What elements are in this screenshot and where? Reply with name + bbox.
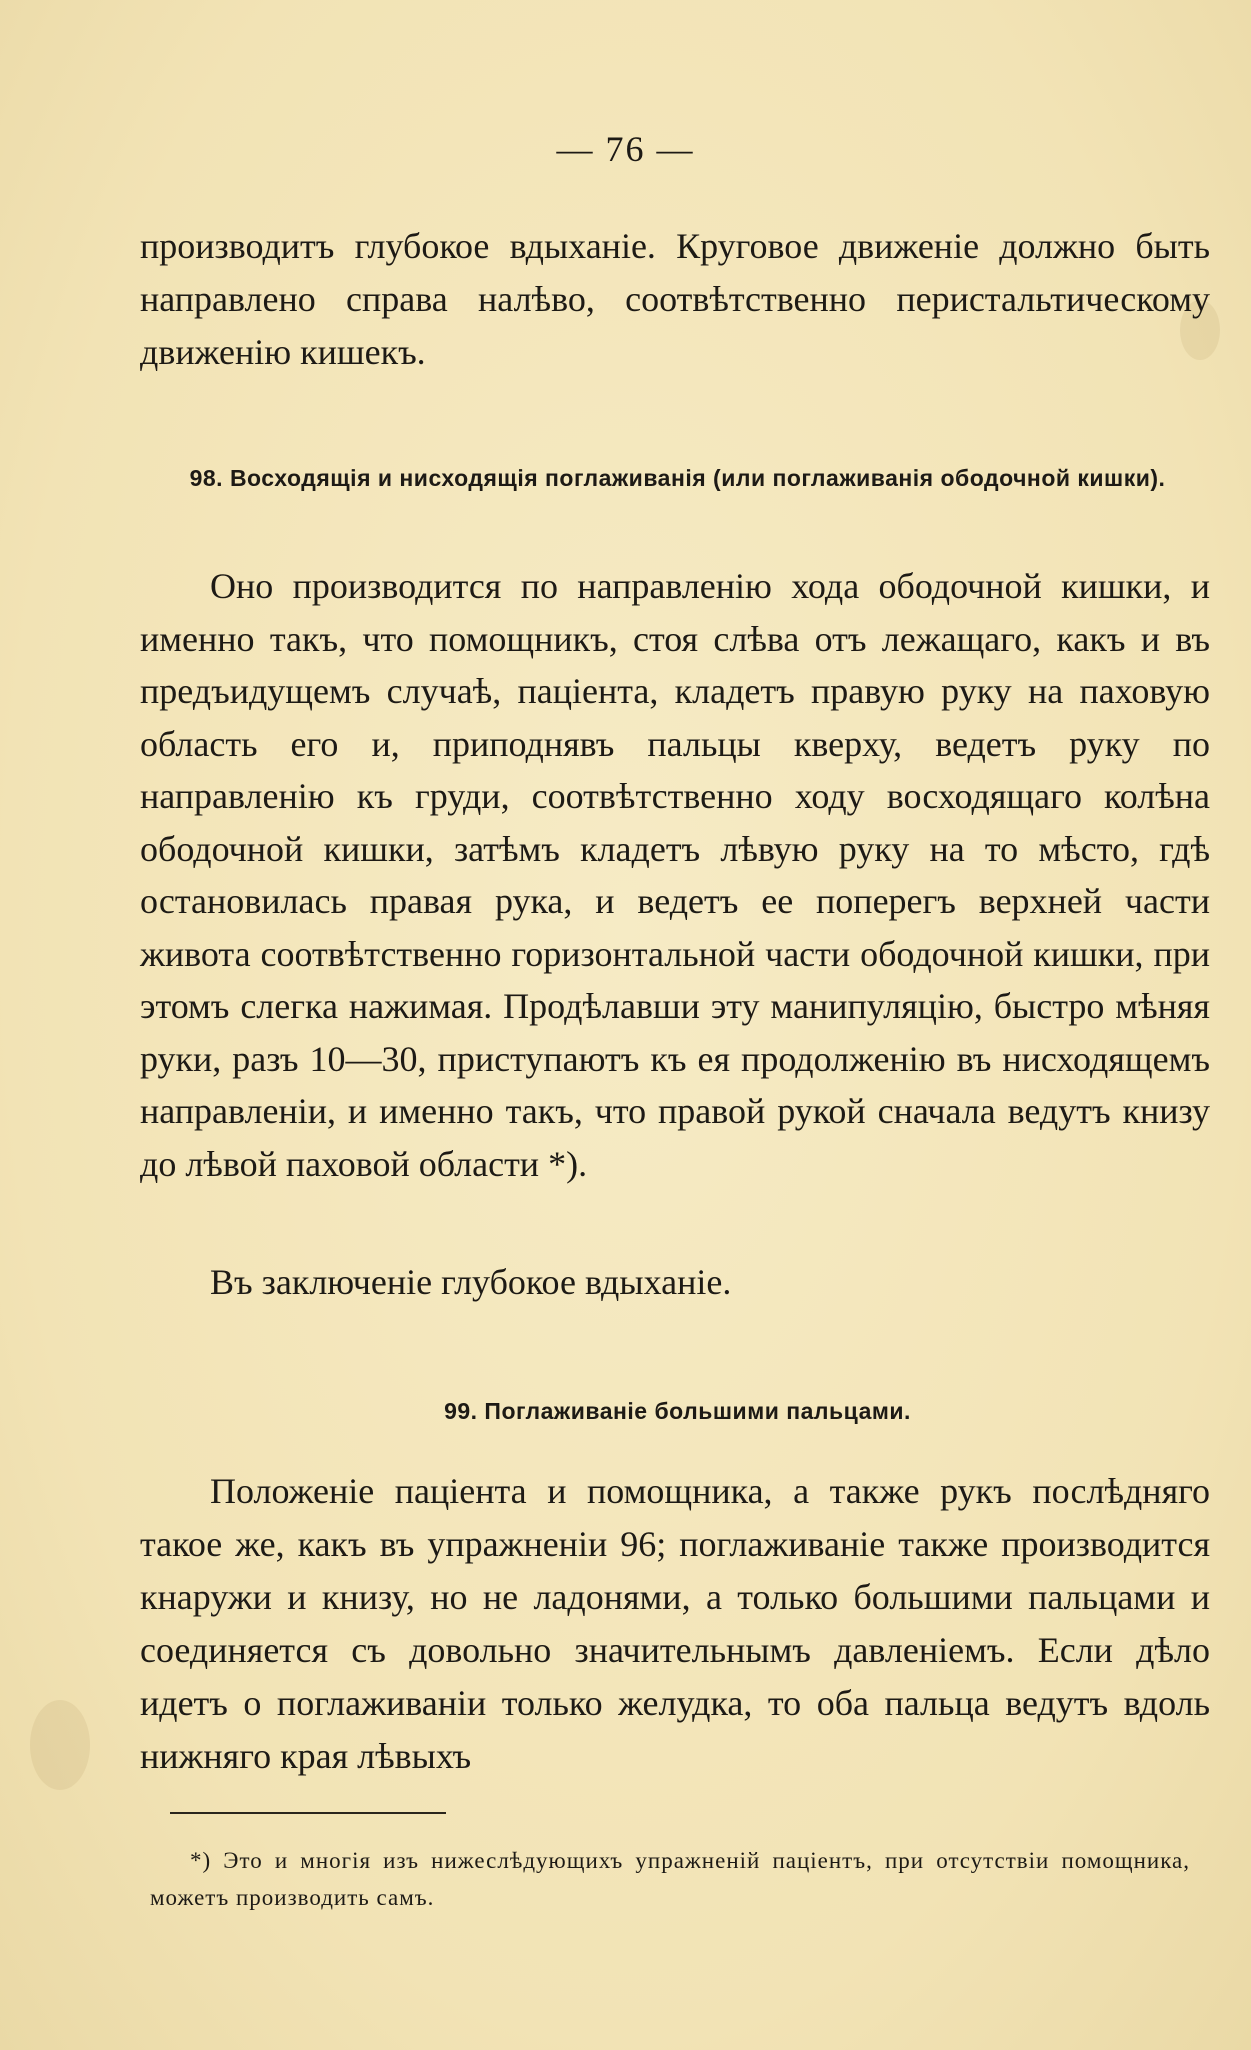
section-heading-99: 99. Поглаживаніе большими пальцами. (444, 1398, 911, 1424)
page-number: — 76 — (556, 129, 695, 169)
paragraph-section-99: Положеніе паціента и помощника, а также рукъ послѣдняго такое же, какъ въ упражненіи 96; поглаживаніе также производится кнаружи и книзу, но не ладонями, а только большими пальцами и соединяется съ довольно значительнымъ давленіемъ. Если дѣло идетъ о поглаживаніи только желудка, то оба пальца ведутъ вдоль нижняго края лѣвыхъ (140, 1471, 1210, 1776)
footnote-divider (170, 1812, 446, 1814)
footnote: *) Это и многія изъ нижеслѣдующихъ упражненій паціентъ, при отсутствіи помощника, можетъ производить самъ. (150, 1848, 1190, 1910)
paragraph-section-98: Оно производится по направленію хода ободочной кишки, и именно такъ, что помощникъ, стоя слѣва отъ лежащаго, какъ и въ предъидущемъ случаѣ, паціента, кладетъ правую руку на паховую область его и, приподнявъ пальцы кверху, ведетъ руку по направленію къ груди, соотвѣтственно ходу восходящаго колѣна ободочной кишки, затѣмъ кладетъ лѣвую руку на то мѣсто, гдѣ остановилась правая рука, и ведетъ ее поперегъ верхней части живота соотвѣтственно горизонтальной части ободочной кишки, при этомъ слегка нажимая. Продѣлавши эту манипуляцію, быстро мѣняя руки, разъ 10—30, приступаютъ къ ея продолженію въ нисходящемъ направленіи, и именно такъ, что правой рукой сначала ведутъ книзу до лѣвой паховой области *). (140, 566, 1210, 1184)
paragraph-section-98-conclusion: Въ заключеніе глубокое вдыханіе. (210, 1262, 732, 1302)
paper-stain (30, 1700, 90, 1790)
section-heading-98: 98. Восходящія и нисходящія поглаживанія (или поглаживанія ободочной кишки). (189, 465, 1166, 491)
paragraph-intro: производитъ глубокое вдыханіе. Круговое движеніе должно быть направлено справа налѣво, соотвѣтственно перистальтическому движенію кишекъ. (140, 226, 1210, 372)
